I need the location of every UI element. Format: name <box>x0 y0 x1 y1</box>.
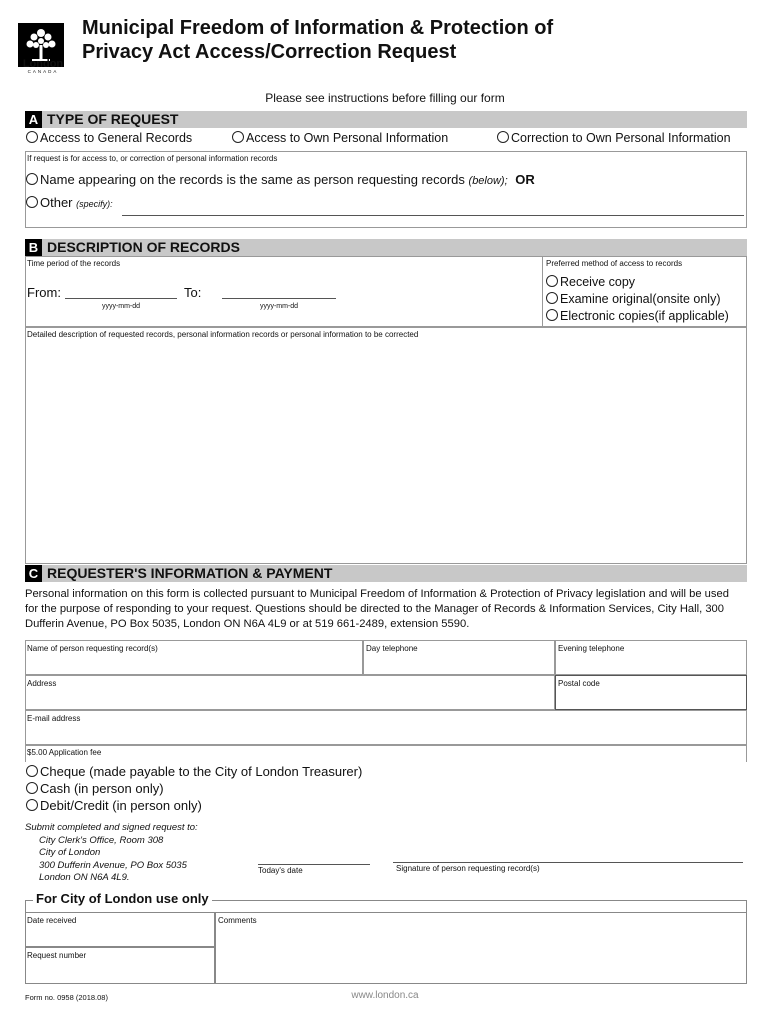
radio-access-own[interactable]: Access to Own Personal Information <box>232 131 448 145</box>
form-number: Form no. 0958 (2018.08) <box>25 993 108 1002</box>
radio-access-general[interactable]: Access to General Records <box>26 131 192 145</box>
radio-circle-icon[interactable] <box>546 275 558 287</box>
section-title: REQUESTER'S INFORMATION & PAYMENT <box>47 565 333 581</box>
personal-info-box <box>25 151 747 228</box>
radio-circle-icon[interactable] <box>26 196 38 208</box>
radio-circle-icon[interactable] <box>232 131 244 143</box>
evening-telephone-label: Evening telephone <box>558 644 625 653</box>
radio-cheque[interactable]: Cheque (made payable to the City of London Treasurer) <box>26 764 362 779</box>
section-b-header <box>25 239 747 256</box>
time-period-label: Time period of the records <box>27 259 121 268</box>
radio-circle-icon[interactable] <box>26 173 38 185</box>
section-title: DESCRIPTION OF RECORDS <box>47 239 240 255</box>
application-fee-label: $5.00 Application fee <box>27 748 102 757</box>
radio-receive-copy[interactable]: Receive copy <box>546 275 635 289</box>
from-label: From: <box>27 285 61 300</box>
radio-circle-icon[interactable] <box>546 292 558 304</box>
logo-text: London <box>22 58 64 70</box>
from-date-hint: yyyy-mm-dd <box>101 303 141 310</box>
section-letter: A <box>25 111 42 128</box>
address-label: Address <box>27 679 57 688</box>
email-field[interactable] <box>25 710 747 745</box>
comments-field[interactable] <box>215 912 747 984</box>
radio-circle-icon[interactable] <box>26 765 38 777</box>
other-specify-field[interactable] <box>122 215 744 216</box>
radio-examine-original[interactable]: Examine original(onsite only) <box>546 292 721 306</box>
request-number-label: Request number <box>27 951 87 960</box>
section-letter: B <box>25 239 42 256</box>
signature-field[interactable] <box>393 862 743 863</box>
signature-label: Signature of person requesting record(s) <box>396 864 540 873</box>
todays-date-label: Today's date <box>258 866 303 875</box>
email-label: E-mail address <box>27 714 81 723</box>
radio-circle-icon[interactable] <box>497 131 509 143</box>
instructions-note: Please see instructions before filling our form <box>265 91 505 105</box>
postal-code-label: Postal code <box>558 679 600 688</box>
day-telephone-label: Day telephone <box>366 644 418 653</box>
radio-same-person[interactable]: Name appearing on the records is the same as person requesting records (below); OR <box>26 172 535 187</box>
submit-address: Submit completed and signed request to: City Clerk's Office, Room 308 City of London 300 Dufferin Avenue, PO Box 5035 London ON N6A 4L9. <box>25 822 198 883</box>
fee-row <box>25 745 747 762</box>
todays-date-field[interactable] <box>258 864 370 865</box>
section-letter: C <box>25 565 42 582</box>
address-field[interactable] <box>25 675 555 710</box>
privacy-notice: Personal information on this form is collected pursuant to Municipal Freedom of Information & Protection of Privacy legislation and will be used for the purpose of responding to your request. Questions should be directed to the Manager of Records & Information Services, City Hall, 300 Dufferin Avenue, PO Box 5035, London ON N6A 4L9 or at 519 661-2489, extension 5590. <box>25 588 729 630</box>
radio-cash[interactable]: Cash (in person only) <box>26 781 164 796</box>
personal-info-note: If request is for access to, or correction of personal information records <box>27 154 278 163</box>
radio-electronic-copies[interactable]: Electronic copies(if applicable) <box>546 309 729 323</box>
detail-description-label: Detailed description of requested records, personal information records or personal information to be corrected <box>27 330 419 339</box>
requester-name-label: Name of person requesting record(s) <box>27 644 158 653</box>
radio-correction-own[interactable]: Correction to Own Personal Information <box>497 131 731 145</box>
date-received-label: Date received <box>27 916 77 925</box>
to-date-field[interactable] <box>222 298 336 299</box>
section-title: TYPE OF REQUEST <box>47 111 179 127</box>
comments-label: Comments <box>218 916 257 925</box>
radio-circle-icon[interactable] <box>26 782 38 794</box>
from-date-field[interactable] <box>65 298 177 299</box>
radio-circle-icon[interactable] <box>26 131 38 143</box>
to-label: To: <box>184 285 202 300</box>
radio-other[interactable]: Other (specify): <box>26 195 113 210</box>
radio-circle-icon[interactable] <box>26 799 38 811</box>
access-method-label: Preferred method of access to records <box>546 259 683 268</box>
section-c-header <box>25 565 747 582</box>
radio-circle-icon[interactable] <box>546 309 558 321</box>
section-a-header <box>25 111 747 128</box>
website-footer: www.london.ca <box>351 990 419 1001</box>
detail-description-field[interactable] <box>25 327 747 564</box>
office-use-title: For City of London use only <box>33 891 212 906</box>
form-title: Municipal Freedom of Information & Protection of Privacy Act Access/Correction Request <box>82 17 554 63</box>
logo-subtext: CANADA <box>27 69 59 74</box>
to-date-hint: yyyy-mm-dd <box>259 303 299 310</box>
radio-debit-credit[interactable]: Debit/Credit (in person only) <box>26 798 202 813</box>
